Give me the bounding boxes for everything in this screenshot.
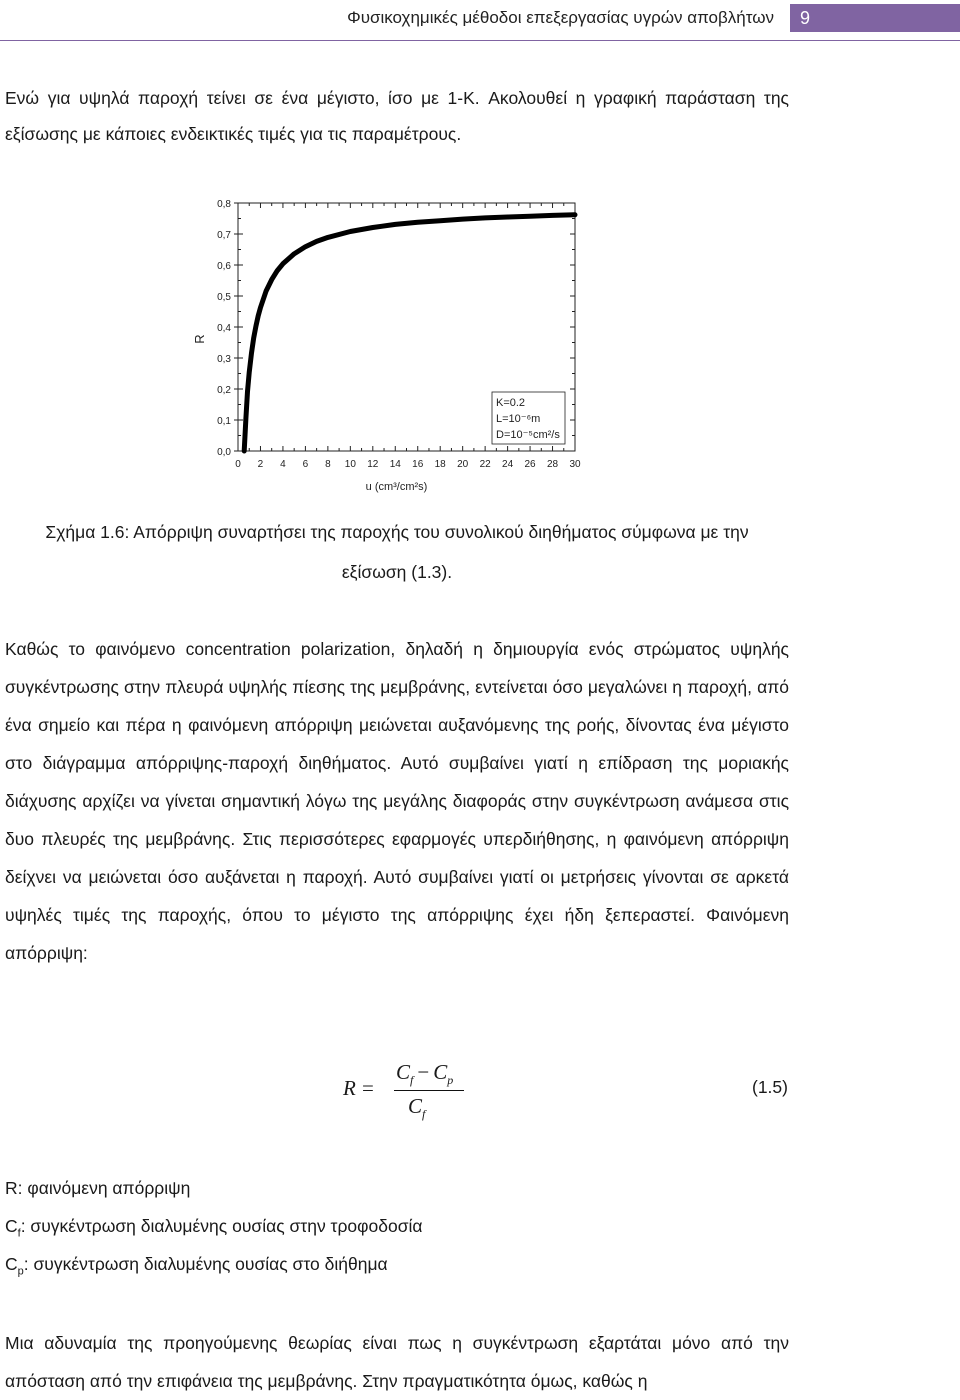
x-tick-label: 12 xyxy=(367,459,379,470)
x-tick-label: 26 xyxy=(524,459,536,470)
equation-number: (1.5) xyxy=(752,1077,788,1097)
x-tick-label: 10 xyxy=(344,459,356,470)
legend-entry: K=0.2 xyxy=(496,397,526,409)
intro-paragraph: Ενώ για υψηλά παροχή τείνει σε ένα μέγιστο, ίσο με 1-K. Ακολουθεί η γραφική παράσταση της εξίσωσης με κάποιες ενδεικτικές τιμές για τις παραμέτρους. xyxy=(5,88,789,144)
x-tick-label: 18 xyxy=(434,459,446,470)
definition-r: R: φαινόμενη απόρριψη xyxy=(5,1178,191,1198)
equation-lhs: R xyxy=(343,1076,356,1100)
x-tick-label: 4 xyxy=(280,459,286,470)
y-tick-label: 0,8 xyxy=(217,199,231,210)
legend-entry: D=10⁻⁵cm²/s xyxy=(496,429,560,441)
y-tick-label: 0,4 xyxy=(217,323,231,334)
page-number: 9 xyxy=(790,4,960,32)
equation xyxy=(340,1058,480,1128)
equation-equals: = xyxy=(362,1076,374,1100)
y-tick-label: 0,2 xyxy=(217,385,231,396)
x-axis-label: u (cm³/cm²s) xyxy=(365,481,428,493)
definition-cf: $C_f$: συγκέντρωση διαλυμένης ουσίας στην τροφοδοσία xyxy=(5,1216,423,1240)
fraction-bar xyxy=(394,1090,464,1091)
figure-caption-line1: Σχήμα 1.6: Απόρριψη συναρτήσει της παροχής του συνολικού διηθήματος σύμφωνα με την xyxy=(45,522,749,542)
header-rule xyxy=(0,40,960,41)
definition-cp: $C_p$: συγκέντρωση διαλυμένης ουσίας στο διήθημα xyxy=(5,1254,388,1278)
x-tick-label: 0 xyxy=(235,459,241,470)
y-tick-label: 0,3 xyxy=(217,354,231,365)
x-tick-label: 2 xyxy=(257,459,264,470)
y-tick-label: 0,0 xyxy=(217,447,231,458)
x-tick-label: 16 xyxy=(412,459,424,470)
legend-entry: L=10⁻⁶m xyxy=(496,413,541,425)
header-title: Φυσικοχημικές μέθοδοι επεξεργασίας υγρών αποβλήτων xyxy=(347,8,774,27)
x-tick-label: 28 xyxy=(546,459,559,470)
x-tick-label: 24 xyxy=(502,459,514,470)
body-paragraph: Καθώς το φαινόμενο concentration polarization, δηλαδή η δημιουργία ενός στρώματος υψηλής συγκέντρωσης στην πλευρά υψηλής πίεσης της μεμβράνης, εντείνεται όσο μεγαλώνει η παροχή, από ένα σημείο και πέρα η φαινόμενη απόρριψη μειώνεται αυξανόμενης της ροής, δίνοντας ένα μέγιστο στο διάγραμμα απόρριψης-παροχή διηθήματος. Αυτό συμβαίνει γιατί η επίδραση της μοριακής διάχυσης αρχίζει να γίνεται σημαντική λόγω της μεγάλης διαφοράς στην συγκέντρωση ανάμεσα στις δυο πλευρές της μεμβράνης. Στις περισσότερες εφαρμογές υπερδιήθησης, η φαινόμενη απόρριψη δείχνει να μειώνεται όσο αυξάνεται η παροχή. Αυτό συμβαίνει γιατί οι μετρήσεις γίνονται σε αρκετά υψηλές τιμές της παροχής, όπου το μέγιστο της απόρριψης έχει ήδη ξεπεραστεί. Φαινόμενη απόρριψη: xyxy=(5,639,789,963)
x-tick-label: 20 xyxy=(457,459,469,470)
x-tick-label: 30 xyxy=(569,459,581,470)
rejection-chart xyxy=(186,196,586,506)
x-tick-label: 14 xyxy=(389,459,401,470)
y-tick-label: 0,5 xyxy=(217,292,231,303)
y-axis-label: R xyxy=(192,334,207,344)
x-tick-label: 8 xyxy=(325,459,331,470)
figure-caption-line2: εξίσωση (1.3). xyxy=(341,562,453,582)
y-tick-label: 0,7 xyxy=(217,230,231,241)
x-tick-label: 6 xyxy=(302,459,309,470)
equation-denominator: $C_f$ xyxy=(408,1094,426,1121)
x-tick-label: 22 xyxy=(479,459,491,470)
y-tick-label: 0,1 xyxy=(217,416,231,427)
closing-paragraph: Μια αδυναμία της προηγούμενης θεωρίας είναι πως η συγκέντρωση εξαρτάται μόνο από την απόσταση από την επιφάνεια της μεμβράνης. Στην πραγματικότητα όμως, καθώς η xyxy=(5,1333,789,1391)
y-tick-label: 0,6 xyxy=(217,261,231,272)
equation-numerator: $C_f - C_p$ xyxy=(396,1060,454,1087)
